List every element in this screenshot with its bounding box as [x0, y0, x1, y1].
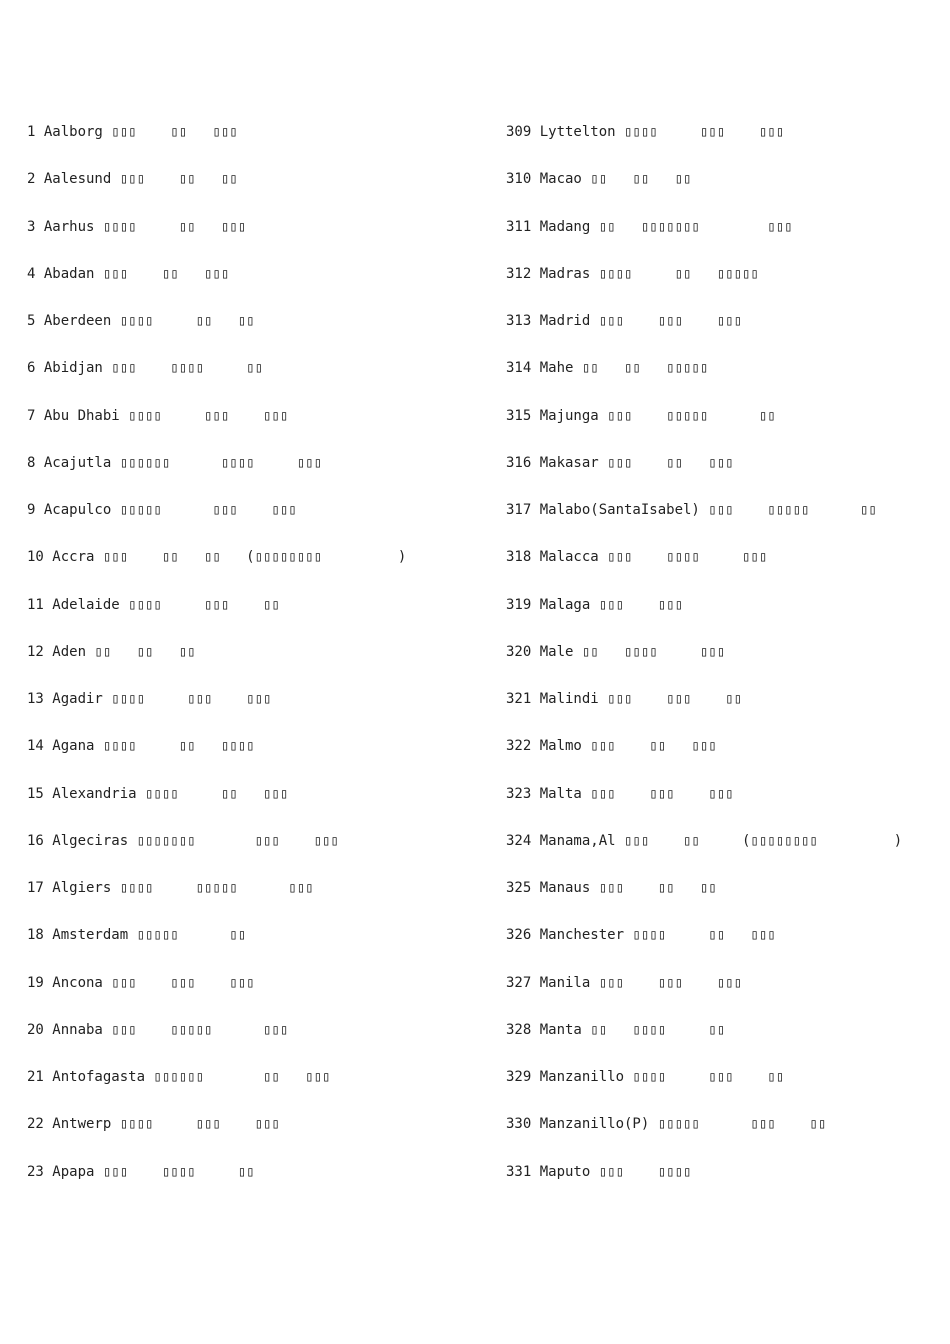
- port-entry-8: 8 Acajutla ▯▯▯▯▯▯ ▯▯▯▯ ▯▯▯: [27, 454, 323, 471]
- port-entry-13: 13 Agadir ▯▯▯▯ ▯▯▯ ▯▯▯: [27, 691, 272, 707]
- port-entry-23: 23 Apapa ▯▯▯ ▯▯▯▯ ▯▯: [27, 1163, 255, 1180]
- port-entry-12: 12 Aden ▯▯ ▯▯ ▯▯: [27, 643, 196, 660]
- port-entry-317: 317 Malabo(SantaIsabel) ▯▯▯ ▯▯▯▯▯ ▯▯: [506, 502, 877, 518]
- port-entry-323: 323 Malta ▯▯▯ ▯▯▯ ▯▯▯: [506, 785, 734, 802]
- port-entry-315: 315 Majunga ▯▯▯ ▯▯▯▯▯ ▯▯: [506, 407, 776, 424]
- port-entry-9: 9 Acapulco ▯▯▯▯▯ ▯▯▯ ▯▯▯: [27, 502, 297, 518]
- port-entry-19: 19 Ancona ▯▯▯ ▯▯▯ ▯▯▯: [27, 974, 255, 991]
- port-entry-328: 328 Manta ▯▯ ▯▯▯▯ ▯▯: [506, 1021, 726, 1038]
- port-entry-11: 11 Adelaide ▯▯▯▯ ▯▯▯ ▯▯: [27, 596, 280, 613]
- port-entry-4: 4 Abadan ▯▯▯ ▯▯ ▯▯▯: [27, 265, 230, 282]
- port-entry-318: 318 Malacca ▯▯▯ ▯▯▯▯ ▯▯▯: [506, 549, 768, 566]
- port-entry-1: 1 Aalborg ▯▯▯ ▯▯ ▯▯▯: [27, 124, 238, 140]
- port-entry-309: 309 Lyttelton ▯▯▯▯ ▯▯▯ ▯▯▯: [506, 124, 785, 140]
- port-entry-22: 22 Antwerp ▯▯▯▯ ▯▯▯ ▯▯▯: [27, 1116, 280, 1133]
- port-entry-3: 3 Aarhus ▯▯▯▯ ▯▯ ▯▯▯: [27, 218, 247, 235]
- port-entry-314: 314 Mahe ▯▯ ▯▯ ▯▯▯▯▯: [506, 360, 709, 377]
- left-column: [27, 122, 477, 1209]
- port-entry-325: 325 Manaus ▯▯▯ ▯▯ ▯▯: [506, 880, 717, 896]
- port-entry-329: 329 Manzanillo ▯▯▯▯ ▯▯▯ ▯▯: [506, 1069, 785, 1085]
- port-entry-21: 21 Antofagasta ▯▯▯▯▯▯ ▯▯ ▯▯▯: [27, 1069, 331, 1085]
- port-entry-10: 10 Accra ▯▯▯ ▯▯ ▯▯ (▯▯▯▯▯▯▯▯ ): [27, 549, 407, 566]
- port-entry-326: 326 Manchester ▯▯▯▯ ▯▯ ▯▯▯: [506, 927, 776, 944]
- port-entry-7: 7 Abu Dhabi ▯▯▯▯ ▯▯▯ ▯▯▯: [27, 407, 289, 424]
- port-entry-312: 312 Madras ▯▯▯▯ ▯▯ ▯▯▯▯▯: [506, 265, 759, 282]
- port-entry-320: 320 Male ▯▯ ▯▯▯▯ ▯▯▯: [506, 643, 726, 660]
- port-entry-2: 2 Aalesund ▯▯▯ ▯▯ ▯▯: [27, 171, 238, 188]
- port-entry-6: 6 Abidjan ▯▯▯ ▯▯▯▯ ▯▯: [27, 360, 264, 377]
- port-entry-5: 5 Aberdeen ▯▯▯▯ ▯▯ ▯▯: [27, 313, 255, 329]
- port-entry-310: 310 Macao ▯▯ ▯▯ ▯▯: [506, 171, 692, 188]
- port-entry-330: 330 Manzanillo(P) ▯▯▯▯▯ ▯▯▯ ▯▯: [506, 1116, 827, 1133]
- port-entry-319: 319 Malaga ▯▯▯ ▯▯▯: [506, 596, 684, 613]
- port-entry-16: 16 Algeciras ▯▯▯▯▯▯▯ ▯▯▯ ▯▯▯: [27, 832, 339, 849]
- port-entry-15: 15 Alexandria ▯▯▯▯ ▯▯ ▯▯▯: [27, 785, 289, 802]
- port-entry-14: 14 Agana ▯▯▯▯ ▯▯ ▯▯▯▯: [27, 738, 255, 755]
- port-entry-17: 17 Algiers ▯▯▯▯ ▯▯▯▯▯ ▯▯▯: [27, 880, 314, 896]
- port-entry-327: 327 Manila ▯▯▯ ▯▯▯ ▯▯▯: [506, 974, 743, 991]
- port-entry-331: 331 Maputo ▯▯▯ ▯▯▯▯: [506, 1163, 692, 1180]
- port-entry-311: 311 Madang ▯▯ ▯▯▯▯▯▯▯ ▯▯▯: [506, 218, 793, 235]
- port-entry-313: 313 Madrid ▯▯▯ ▯▯▯ ▯▯▯: [506, 313, 743, 329]
- port-entry-321: 321 Malindi ▯▯▯ ▯▯▯ ▯▯: [506, 691, 743, 707]
- port-entry-18: 18 Amsterdam ▯▯▯▯▯ ▯▯: [27, 927, 247, 944]
- port-entry-322: 322 Malmo ▯▯▯ ▯▯ ▯▯▯: [506, 738, 717, 755]
- port-entry-316: 316 Makasar ▯▯▯ ▯▯ ▯▯▯: [506, 454, 734, 471]
- right-column: [506, 122, 936, 1209]
- port-entry-20: 20 Annaba ▯▯▯ ▯▯▯▯▯ ▯▯▯: [27, 1021, 289, 1038]
- port-entry-324: 324 Manama,Al ▯▯▯ ▯▯ (▯▯▯▯▯▯▯▯ ): [506, 832, 903, 849]
